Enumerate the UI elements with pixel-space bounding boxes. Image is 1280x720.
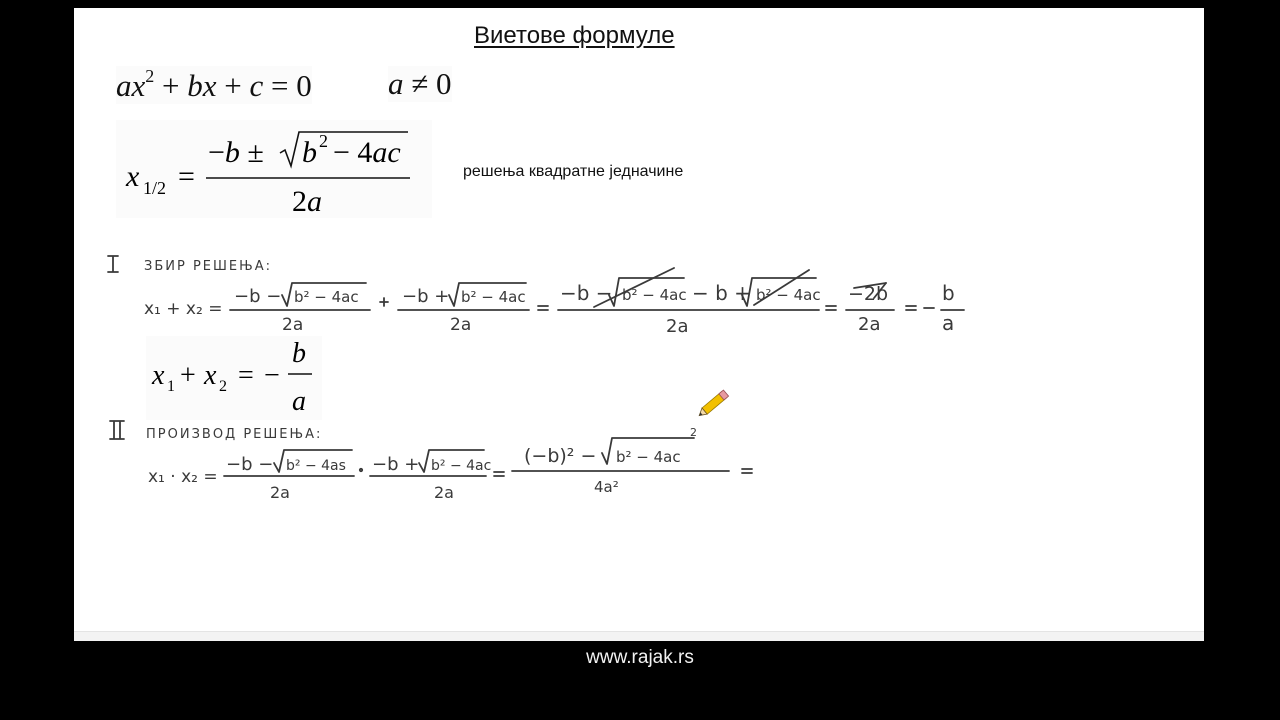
svg-text:b² − 4ac: b² − 4ac: [616, 448, 681, 466]
svg-text:b² − 4ac: b² − 4ac: [461, 288, 526, 306]
svg-text:−2b: −2b: [848, 283, 889, 305]
svg-text:b² − 4ac: b² − 4ac: [622, 286, 687, 304]
svg-text:x₁ + x₂ =: x₁ + x₂ =: [144, 299, 223, 319]
svg-text:−b ±: −b ±: [208, 136, 264, 169]
svg-text:b: b: [942, 281, 955, 305]
svg-text:b: b: [302, 136, 317, 169]
svg-text:a: a: [292, 386, 306, 417]
svg-text:2: 2: [690, 426, 697, 439]
svg-text:−b −: −b −: [234, 286, 282, 307]
svg-text:1/2: 1/2: [143, 178, 167, 198]
handwritten-notes: [74, 8, 1204, 641]
svg-text:2a: 2a: [282, 315, 304, 335]
svg-text:−b +: −b +: [402, 286, 450, 307]
footer-url: www.rajak.rs: [586, 647, 694, 668]
svg-text:−: −: [264, 360, 280, 391]
svg-text:2a: 2a: [434, 483, 454, 502]
svg-text:2a: 2a: [858, 314, 881, 335]
svg-text:b² − 4as: b² − 4as: [286, 458, 346, 474]
svg-text:2a: 2a: [666, 316, 689, 337]
svg-text:=: =: [178, 160, 195, 193]
svg-text:2a: 2a: [270, 483, 290, 502]
whiteboard-canvas: [74, 8, 1204, 641]
pencil-icon: [697, 390, 729, 419]
svg-text:− b +: − b +: [692, 281, 751, 305]
svg-text:ПРОИЗВОД РЕШЕЊА:: ПРОИЗВОД РЕШЕЊА:: [146, 427, 323, 442]
svg-text:x: x: [204, 360, 217, 391]
svg-text:b: b: [292, 338, 306, 369]
svg-text:=: =: [238, 360, 254, 391]
svg-text:b² − 4ac: b² − 4ac: [756, 286, 821, 304]
svg-text:2a: 2a: [292, 185, 322, 218]
page-title: Виетове формуле: [474, 22, 675, 49]
svg-text:(−b)² −: (−b)² −: [524, 445, 597, 467]
root-formula-caption: решења квадратне једначине: [463, 163, 684, 180]
svg-text:−b −: −b −: [226, 454, 274, 475]
svg-text:b² − 4ac: b² − 4ac: [294, 288, 359, 306]
svg-text:− 4ac: − 4ac: [333, 136, 401, 169]
svg-text:x₁ · x₂ =: x₁ · x₂ =: [148, 467, 218, 487]
svg-text:x: x: [152, 360, 165, 391]
svg-text:2: 2: [219, 378, 227, 395]
svg-text:x: x: [126, 160, 140, 193]
svg-text:b² − 4ac: b² − 4ac: [431, 458, 492, 474]
coefficient-condition: a ≠ 0: [388, 66, 452, 101]
svg-text:4a²: 4a²: [594, 478, 619, 496]
svg-text:ЗБИР РЕШЕЊА:: ЗБИР РЕШЕЊА:: [144, 259, 272, 274]
svg-text:−b −: −b −: [560, 281, 613, 305]
svg-text:−b +: −b +: [372, 454, 420, 475]
svg-text:+: +: [180, 360, 196, 391]
canvas-bottom-strip: [74, 631, 1204, 641]
svg-text:a: a: [942, 311, 955, 335]
svg-text:1: 1: [167, 378, 175, 395]
svg-text:2a: 2a: [450, 315, 472, 335]
quadratic-equation: $ax^2$ + bx + c = 0: [116, 66, 312, 103]
svg-text:2: 2: [319, 131, 328, 151]
